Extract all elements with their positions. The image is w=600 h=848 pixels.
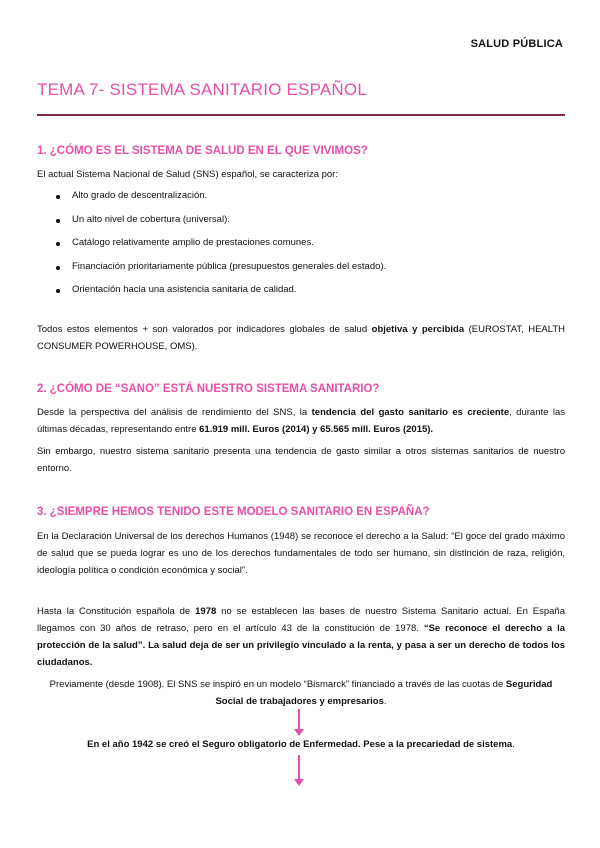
list-item: Alto grado de descentralización. — [37, 190, 386, 214]
list-item: Un alto nivel de cobertura (universal). — [37, 214, 386, 238]
section-3-centered-note-2: En el año 1942 se creó el Seguro obligatorio de Enfermedad. Pese a la precariedad de sistema. — [87, 739, 515, 750]
section-1-heading: 1. ¿CÓMO ES EL SISTEMA DE SALUD EN EL QUE VIVIMOS? — [37, 145, 368, 157]
section-1-closing: Todos estos elementos + son valorados por indicadores globales de salud objetiva y percibida (EUROSTAT, HEALTH CONSUMER POWERHOUSE, OMS). — [37, 324, 566, 352]
page-header-subject: SALUD PÚBLICA — [470, 38, 563, 50]
arrow-down-icon-line-2 — [298, 755, 300, 781]
section-3-heading: 3. ¿SIEMPRE HEMOS TENIDO ESTE MODELO SANITARIO EN ESPAÑA? — [37, 506, 430, 518]
arrow-down-icon — [294, 779, 304, 786]
arrow-down-icon-line-1 — [298, 709, 300, 731]
section-2-heading: 2. ¿CÓMO DE “SANO” ESTÁ NUESTRO SISTEMA SANITARIO? — [37, 383, 380, 395]
list-item: Orientación hacia una asistencia sanitaria de calidad. — [37, 284, 386, 308]
section-2-paragraph-1: Desde la perspectiva del análisis de rendimiento del SNS, la tendencia del gasto sanitario es creciente, durante las últimas décadas, representando entre 61.919 mill. Euros (2014) y 65.565 mill. Euros (2015). — [37, 407, 565, 435]
arrow-down-icon — [294, 729, 304, 736]
list-item: Catálogo relativamente amplio de prestaciones comunes. — [37, 237, 386, 261]
section-2-paragraph-2: Sin embargo, nuestro sistema sanitario presenta una tendencia de gasto similar a otros sistemas sanitarios de nuestro entorno. — [37, 446, 565, 474]
section-3-centered-note-1: Previamente (desde 1908). El SNS se inspiró en un modelo “Bismarck” financiado a través de las cuotas de Seguridad Social de trabajadores y empresarios. — [49, 679, 553, 707]
list-item: Financiación prioritariamente pública (presupuestos generales del estado). — [37, 261, 386, 285]
section-3-paragraph-2: Hasta la Constitución española de 1978 no se establecen las bases de nuestro Sistema Sanitario actual. En España llegamos con 30 años de retraso, pero en el artículo 43 de la constitución de 1978. “Se reconoce el derecho a la protección de la salud”. La salud deja de ser un privilegio vinculado a la renta, y pasa a ser un derecho de todos los ciudadanos. — [37, 606, 565, 668]
section-1-intro: El actual Sistema Nacional de Salud (SNS) español, se caracteriza por: — [37, 169, 338, 180]
section-3-paragraph-1: En la Declaración Universal de los derechos Humanos (1948) se reconoce el derecho a la Salud: “El goce del grado máximo de salud que se pueda lograr es uno de los derechos fundamentales de todo ser humano, sin distinción de raza, religión, ideología política o condición económica y social”. — [37, 531, 565, 576]
section-1-bullet-list — [37, 190, 386, 308]
title-divider — [37, 114, 565, 116]
page-title: TEMA 7- SISTEMA SANITARIO ESPAÑOL — [37, 80, 367, 99]
